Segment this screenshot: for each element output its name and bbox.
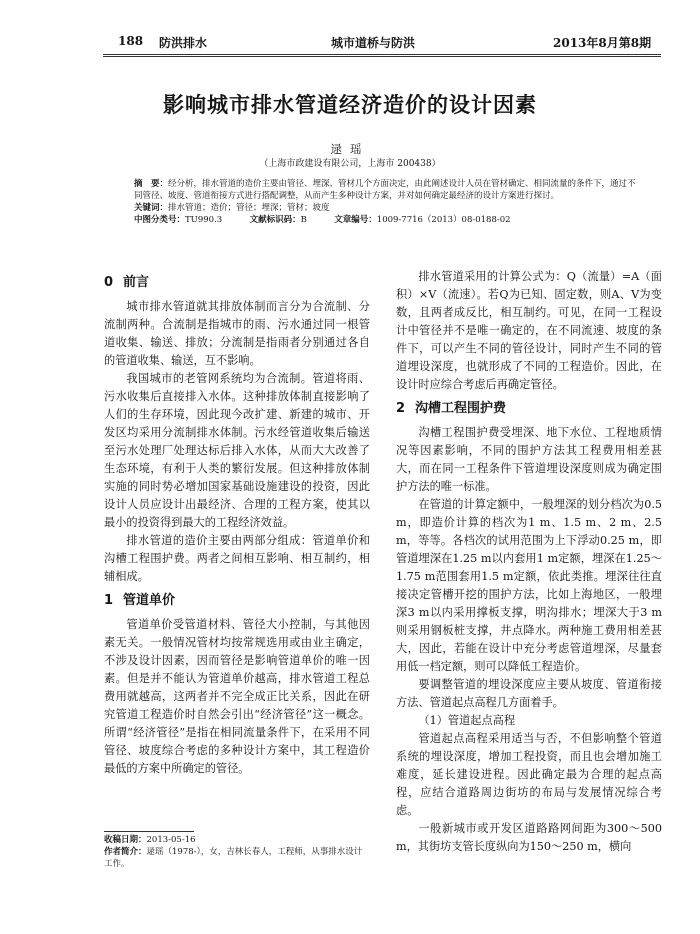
- running-header: [103, 34, 661, 52]
- section-title: 前言: [123, 275, 150, 290]
- section-number: 2: [396, 401, 406, 416]
- received-label: 收稿日期：: [104, 835, 147, 845]
- paragraph: 管道单价受管道材料、管径大小控制，与其他因素无关。一般情况管材均按常规选用或由业主确定，不涉及设计因素，因而管径是影响管道单价的唯一因素。但是并不能认为管道单价越高，排水管道工程总费用就越高，这两者并不完全成正比关系，因此在研究管道工程造价时自然会引出“经济管径”这一概念。所谓“经济管径”是指在相同流量条件下，在采用不同管径、坡度综合考虑的多种设计方案中，其工程造价最低的方案中所确定的管径。: [104, 618, 370, 775]
- received-value: 2013-05-16: [146, 835, 196, 845]
- keywords: [134, 202, 639, 214]
- abstract-text: 经分析，排水管道的造价主要由管径、埋深、管材几个方面决定，由此阐述设计人员在管材确定、相同流量的条件下，通过不同管径、坡度、管道衔接方式进行搭配调整，从而产生多种设计方案，并对如何确定最经济的设计方案进行探讨。: [134, 179, 636, 201]
- abstract: [134, 178, 639, 202]
- clc-label: 中图分类号：: [134, 215, 186, 225]
- article-no-label: 文章编号：: [334, 215, 377, 225]
- author-bio: [104, 846, 370, 870]
- section-number: 0: [104, 275, 114, 290]
- header-rule-thin: [103, 56, 661, 57]
- abstract-block: [134, 178, 639, 226]
- keywords-label: 关键词：: [134, 203, 169, 213]
- received-date: [104, 834, 370, 846]
- abstract-label: 摘 要：: [134, 179, 169, 189]
- author-bio-value: 逯瑶（1978-），女，吉林长春人，工程师，从事排水设计工作。: [104, 847, 363, 869]
- classification-line: [134, 214, 639, 226]
- author-affiliation: （上海市政建设有限公司，上海市 200438）: [259, 159, 441, 169]
- keywords-text: 排水管道；造价；管径；埋深；管材；坡度: [168, 203, 330, 213]
- footnote-rule: [104, 831, 194, 832]
- section-number: 1: [104, 593, 114, 608]
- section-heading-1: [104, 591, 370, 611]
- paragraph: 管道起点高程采用适当与否，不但影响整个管道系统的埋设深度，增加工程投资，而且也会增加施工难度，延长建设进程。因此确定最为合理的起点高程，应结合道路周边街坊的布局与发展情况综合考虑。: [396, 732, 662, 817]
- issue-info: 2013年8月第8期: [553, 36, 652, 50]
- paragraph: 一般新城市或开发区道路路网间距为300～500 m，其街坊支管长度纵向为150～250 m，横向: [396, 822, 662, 853]
- section-heading-0: [104, 273, 370, 293]
- header-rule: [103, 54, 661, 55]
- page-number: 188: [118, 34, 144, 48]
- paragraph: 排水管道的造价主要由两部分组成：管道单价和沟槽工程围护费。两者之间相互影响、相互制约，相辅相成。: [104, 534, 370, 583]
- section-title: 沟槽工程围护费: [415, 401, 507, 416]
- doc-code-value: B: [300, 215, 307, 225]
- article-author: 逯瑶: [330, 142, 370, 156]
- section-title: 管道单价: [123, 593, 176, 608]
- subheading: （1）管道起点高程: [418, 714, 516, 727]
- paragraph: 我国城市的老管网系统均为合流制。管道将雨、污水收集后直接排入水体。这种排放体制直接影响了人们的生存环境，因此现今改扩建、新建的城市、开发区均采用分流制排水体制。污水经管道收集后输送至污水处理厂处理达标后排入水体，从而大大改善了生态环境，有利于人类的繁衍发展。但这种排放体制实施的同时势必增加国家基础设施建设的投资，因此设计人员应设计出最经济、合理的工程方案，使其以最小的投资得到最大的工程经济效益。: [104, 372, 370, 529]
- left-column: [104, 268, 370, 778]
- footnote: [104, 834, 370, 870]
- paragraph: 城市排水管道就其排放体制而言分为合流制、分流制两种。合流制是指城市的雨、污水通过同一根管道收集、输送、排放；分流制是指雨者分别通过各自的管道收集、输送，互不影响。: [104, 300, 370, 367]
- article-title: 影响城市排水管道经济造价的设计因素: [163, 92, 537, 117]
- paragraph: 要调整管道的埋设深度应主要从坡度、管道衔接方法、管道起点高程几方面着手。: [396, 678, 662, 709]
- article-no-value: 1009-7716（2013）08-0188-02: [376, 215, 511, 225]
- right-column: [396, 268, 662, 856]
- paragraph: 沟槽工程围护费受埋深、地下水位、工程地质情况等因素影响，不同的围护方法其工程费用相差甚大，而在同一工程条件下管道埋设深度则成为确定围护方法的唯一标准。: [396, 426, 662, 493]
- journal-name: 城市道桥与防洪: [331, 36, 416, 50]
- paragraph: 在管道的计算定额中，一般埋深的划分档次为0.5 m，即造价计算的档次为1 m、1.5 m、2 m、2.5 m，等等。各档次的试用范围为上下浮动0.25 m，即管道埋深在1.25 m以内套用1 m定额，埋深在1.25～1.75 m范围套用1.5 m定额，依此类推。埋深往往直接决定管槽开挖的围护方法，比如上海地区，一般埋深3 m以内采用撑板支撑，明沟排水；埋深大于3 m则采用钢板桩支撑，井点降水。两种施工费用相差甚大，因此，若能在设计中充分考虑管道埋深，尽量套用低一档定额，则可以降低工程造价。: [396, 498, 662, 673]
- author-bio-label: 作者简介：: [104, 847, 147, 857]
- doc-code-label: 文献标识码：: [249, 215, 301, 225]
- section-heading-2: [396, 399, 662, 419]
- paragraph: 排水管道采用的计算公式为：Q（流量）=A（面积）×V（流速）。若Q为已知、固定数，则A、V为变数，且两者成反比，相互制约。可见，在同一工程设计中管径并不是唯一确定的，在不同流速、坡度的条件下，可以产生不同的管径设计，同时产生不同的管道埋设深度，也就形成了不同的工程造价。因此，在设计时应综合考虑后再确定管径。: [396, 270, 662, 391]
- clc-value: TU990.3: [185, 215, 223, 225]
- journal-section: 防洪排水: [159, 36, 208, 50]
